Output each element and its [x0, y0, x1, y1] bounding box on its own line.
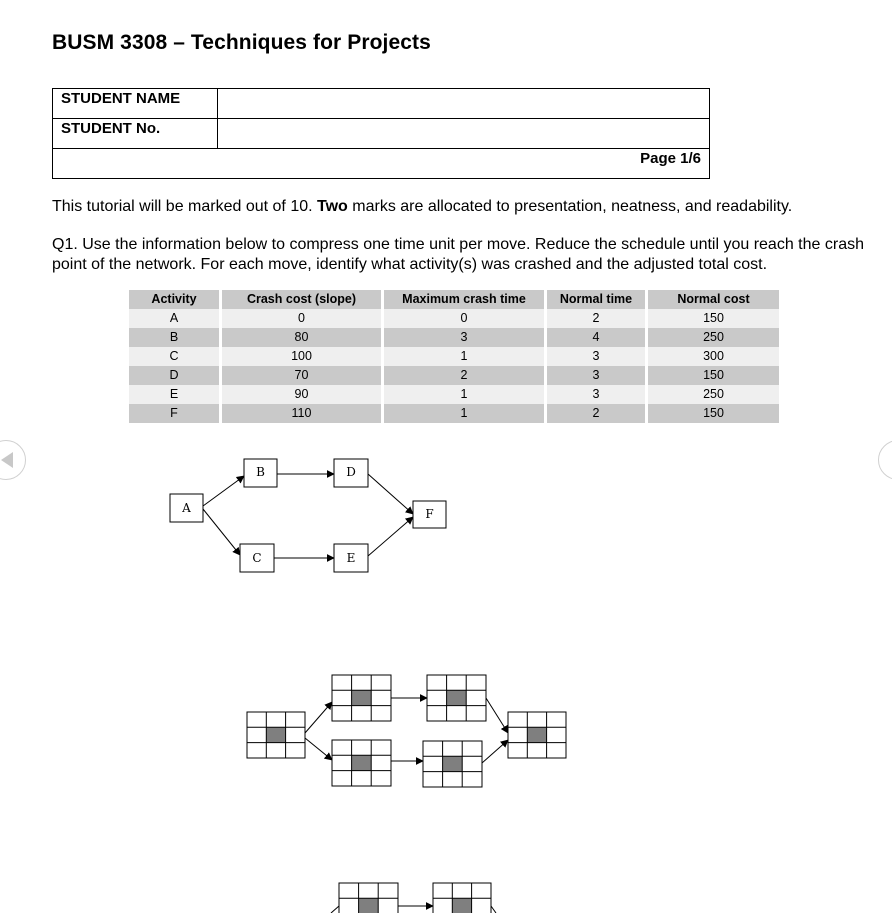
col-header-normal-cost: Normal cost	[648, 290, 779, 309]
student-number-label: STUDENT No.	[53, 119, 218, 149]
cell-crash-cost: 110	[222, 404, 381, 423]
node-f-label: F	[425, 507, 434, 521]
cell-activity: B	[129, 328, 219, 347]
network-node-e	[334, 544, 368, 572]
activity-network-diagram	[170, 459, 446, 572]
cell-max-crash-time: 1	[384, 385, 544, 404]
network-node-b	[244, 459, 277, 487]
cell-crash-cost: 100	[222, 347, 381, 366]
col-header-crash-cost: Crash cost (slope)	[222, 290, 381, 309]
node-e-label: E	[346, 551, 356, 565]
cell-activity: F	[129, 404, 219, 423]
cell-normal-time: 3	[547, 366, 645, 385]
grid-node-4	[332, 740, 391, 786]
grid2-arrow-in	[331, 906, 339, 913]
node-c-label: C	[252, 551, 262, 565]
cell-normal-time: 3	[547, 347, 645, 366]
cell-normal-time: 4	[547, 328, 645, 347]
cell-activity: E	[129, 385, 219, 404]
cell-crash-cost: 90	[222, 385, 381, 404]
cell-normal-cost: 150	[648, 404, 779, 423]
cell-crash-cost: 70	[222, 366, 381, 385]
student-name-label: STUDENT NAME	[53, 89, 218, 119]
blank-node-grid-network-2	[331, 883, 496, 913]
col-header-activity: Activity	[129, 290, 219, 309]
grid2-node-2	[433, 883, 491, 913]
grid-node-3	[427, 675, 486, 721]
arrow-d-f	[368, 474, 413, 514]
cell-normal-time: 2	[547, 309, 645, 328]
cell-normal-time: 2	[547, 404, 645, 423]
grid-arrow-5	[486, 698, 508, 733]
cell-crash-cost: 80	[222, 328, 381, 347]
cell-normal-cost: 150	[648, 309, 779, 328]
cell-max-crash-time: 1	[384, 404, 544, 423]
cell-max-crash-time: 3	[384, 328, 544, 347]
cell-max-crash-time: 0	[384, 309, 544, 328]
network-node-f	[413, 501, 446, 528]
blank-node-grid-network-1	[247, 675, 566, 787]
grid-node-6	[508, 712, 566, 758]
grid-arrow-2	[305, 738, 332, 760]
cell-normal-cost: 300	[648, 347, 779, 366]
network-node-a	[170, 494, 203, 522]
arrow-a-b	[203, 476, 244, 506]
cell-max-crash-time: 1	[384, 347, 544, 366]
cell-activity: D	[129, 366, 219, 385]
arrow-e-f	[368, 517, 413, 556]
node-a-label: A	[182, 501, 191, 515]
document-title: BUSM 3308 – Techniques for Projects	[52, 31, 431, 54]
col-header-max-crash-time: Maximum crash time	[384, 290, 544, 309]
col-header-normal-time: Normal time	[547, 290, 645, 309]
cell-activity: A	[129, 309, 219, 328]
marking-note-bold: Two	[317, 198, 348, 215]
marking-note-start: This tutorial will be marked out of 10.	[52, 198, 318, 215]
cell-normal-cost: 250	[648, 385, 779, 404]
grid-node-1	[247, 712, 305, 758]
question-1-text: Q1. Use the information below to compress one time unit per move. Reduce the schedule until you reach the crash point of the network. For each move, identify what activity(s) was crashed and the adjusted total cost.	[52, 236, 864, 273]
network-node-c	[240, 544, 274, 572]
cell-crash-cost: 0	[222, 309, 381, 328]
grid2-arrow-out	[491, 906, 496, 913]
grid2-node-1	[339, 883, 398, 913]
arrow-a-c	[203, 509, 240, 555]
cell-max-crash-time: 2	[384, 366, 544, 385]
node-d-label: D	[346, 465, 356, 479]
cell-normal-cost: 250	[648, 328, 779, 347]
network-node-d	[334, 459, 368, 487]
marking-note-end: marks are allocated to presentation, neatness, and readability.	[347, 198, 793, 215]
cell-activity: C	[129, 347, 219, 366]
grid-arrow-1	[305, 702, 332, 733]
node-b-label: B	[256, 465, 265, 479]
grid-node-5	[423, 741, 482, 787]
grid-node-2	[332, 675, 391, 721]
cell-normal-cost: 150	[648, 366, 779, 385]
grid-arrow-6	[482, 740, 508, 763]
cell-normal-time: 3	[547, 385, 645, 404]
page-number: Page 1/6	[53, 149, 710, 179]
chevron-left-icon	[1, 452, 13, 468]
